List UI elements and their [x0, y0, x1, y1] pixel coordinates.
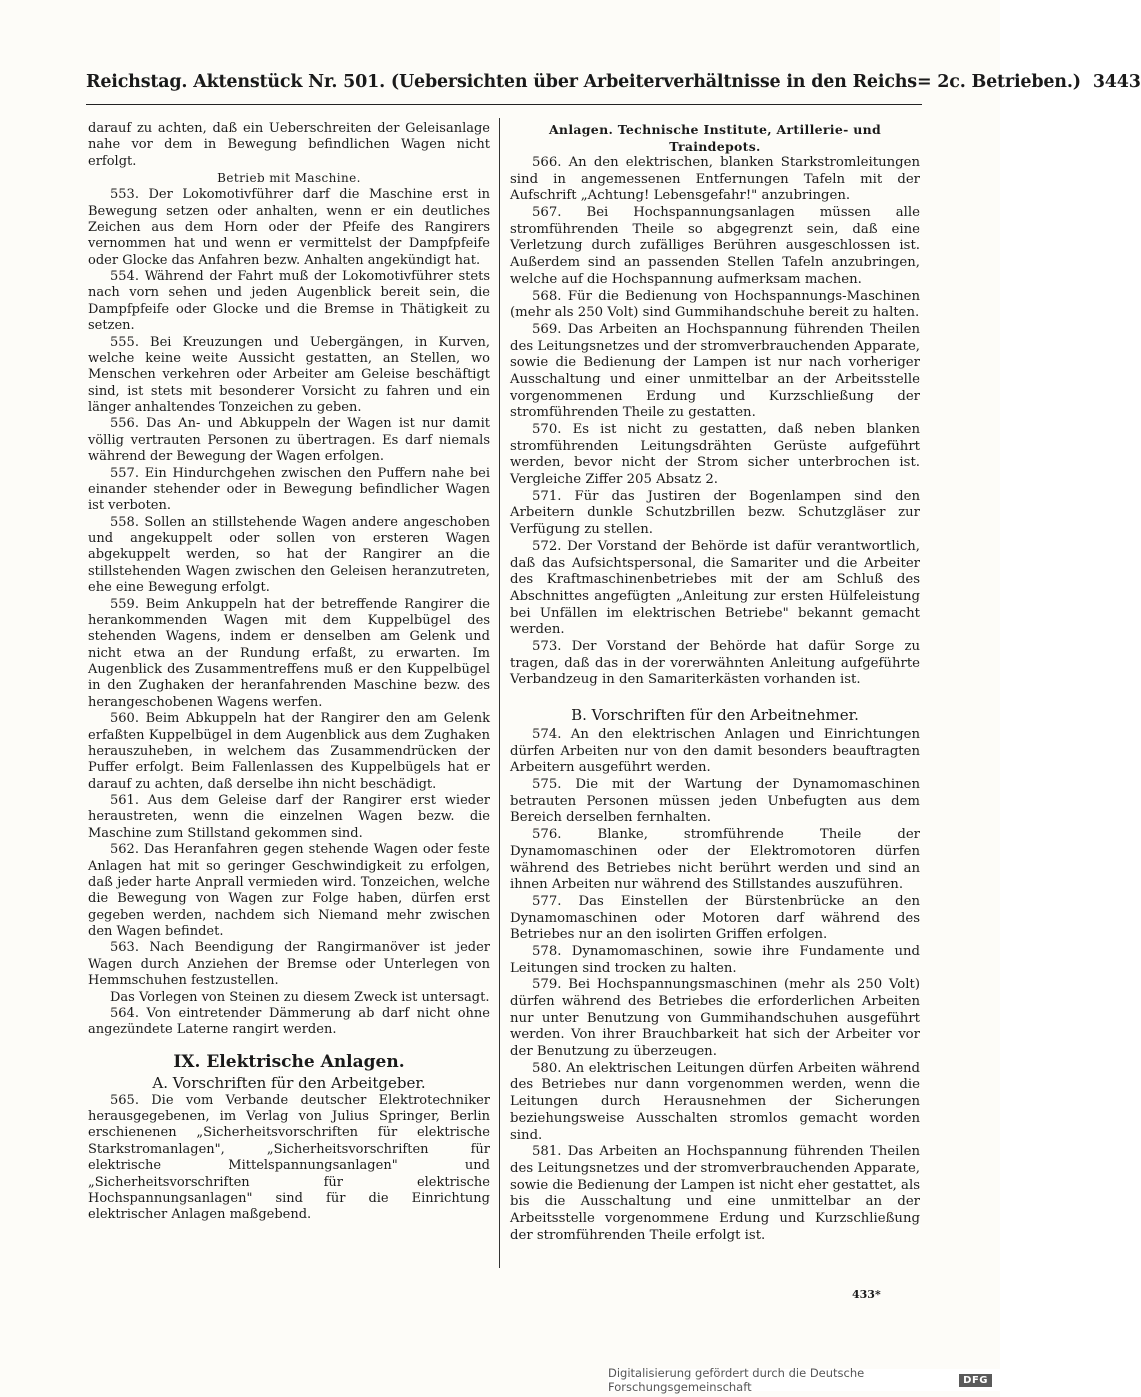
paragraph-580: 580. An elektrischen Leitungen dürfen Arbeiten während des Betriebes nur dann vorgenommen werden, wenn die Leitungen durch Herausnehmen der Sicherungen beziehungsweise Ausschalten stromlos gemacht worden sind. [510, 1060, 920, 1143]
paragraph-575: 575. Die mit der Wartung der Dynamomaschinen betrauten Personen müssen jeden Unbefugten aus dem Bereich derselben fernhalten. [510, 777, 920, 826]
paragraph-573: 573. Der Vorstand der Behörde hat dafür Sorge zu tragen, daß das in der vorerwähnten Anleitung aufgeführte Verbandzeug in den Samariterkästen vorhanden ist. [510, 638, 920, 688]
signature-mark: 433* [852, 1288, 881, 1301]
section-subtitle-b: B. Vorschriften für den Arbeitnehmer. [571, 706, 859, 724]
left-column [88, 121, 490, 1224]
paragraph-556: 556. Das An- und Abkuppeln der Wagen ist nur damit völlig vertrauten Personen zu übertragen. Es darf niemals während der Bewegung der Wagen erfolgen. [88, 416, 490, 465]
header-title: Reichstag. Aktenstück Nr. 501. (Uebersichten über Arbeiterverhältnisse in den Reichs= 2c. Betrieben.) [86, 72, 1081, 92]
header-rule [86, 104, 922, 105]
paragraph-559: 559. Beim Ankuppeln hat der betreffende Rangirer die herankommenden Wagen mit dem Kuppelbügel des stehenden Wagens, indem er denselben am Gelenk und nicht etwa an der Rundung erfaßt, zu erwarten. Im Augenblick des Zusammentreffens muß er den Kuppelbügel in den Zughaken der heranfahrenden Maschine bezw. des herangeschobenen Wagens werfen. [88, 596, 490, 710]
paragraph-553: 553. Der Lokomotivführer darf die Maschine erst in Bewegung setzen oder anhalten, wenn er ein deutliches Zeichen aus dem Horn oder der Pfeife des Rangirers vernommen hat und wenn er vermittelst der Dampfpfeife oder Glocke das Anfahren bezw. Anhalten angekündigt hat. [88, 187, 490, 268]
paragraph-561: 561. Aus dem Geleise darf der Rangirer erst wieder heraustreten, wenn die einzelnen Wagen bezw. die Maschine zum Stillstand gekommen sind. [88, 793, 490, 841]
paragraph-578: 578. Dynamomaschinen, sowie ihre Fundamente und Leitungen sind trocken zu halten. [510, 943, 920, 976]
paragraph-568: 568. Für die Bedienung von Hochspannungs-Maschinen (mehr als 250 Volt) sind Gummihandschuhe bereit zu halten. [510, 288, 920, 321]
paragraph-565: 565. Die vom Verbande deutscher Elektrotechniker herausgegebenen, im Verlag von Julius Springer, Berlin erschienenen „Sicherheitsvorschriften für elektrische Starkstromanlagen", „Sicherheitsvorschriften für elektrische Mittelspannungsanlagen" und „Sicherheitsvorschriften für elektrische Hochspannungsanlagen" sind für die Einrichtung elektrischer Anlagen maßgebend. [88, 1092, 490, 1223]
right-column [510, 121, 920, 1244]
paragraph-563: 563. Nach Beendigung der Rangirmanöver ist jeder Wagen durch Anziehen der Bremse oder Unterlegen von Hemmschuhen festzustellen. [88, 940, 490, 989]
page-header [86, 72, 1141, 98]
paragraph-566: 566. An den elektrischen, blanken Starkstromleitungen sind in angemessenen Entfernungen Tafeln mit der Aufschrift „Achtung! Lebensgefahr!" anzubringen. [510, 155, 920, 204]
paragraph-570: 570. Es ist nicht zu gestatten, daß neben blanken stromführenden Leitungsdrähten Gerüste aufgeführt werden, bevor nicht der Strom sicher unterbrochen ist. Vergleiche Ziffer 205 Absatz 2. [510, 422, 920, 488]
paragraph-572: 572. Der Vorstand der Behörde ist dafür verantwortlich, daß das Aufsichtspersonal, die Samariter und die Arbeiter des Kraftmaschinenbetriebes mit der am Schluß des Abschnittes angefügten „Anleitung zur ersten Hülfeleistung bei Unfällen im elektrischen Betriebe" bekannt gemacht werden. [510, 538, 920, 638]
paragraph-571: 571. Für das Justiren der Bogenlampen sind den Arbeitern dunkle Schutzbrillen bezw. Schutzgläser zur Verfügung zu stellen. [510, 488, 920, 538]
paragraph-557: 557. Ein Hindurchgehen zwischen den Puffern nahe bei einander stehender oder in Bewegung befindlicher Wagen ist verboten. [88, 465, 490, 514]
paragraph-581: 581. Das Arbeiten an Hochspannung führenden Theilen des Leitungsnetzes und der stromverbrauchenden Apparate, sowie die Bedienung der Lampen ist nicht eher gestattet, als bis die Ausschaltung und eine unmittelbar an der Arbeitsstelle vorgenommene Erdung und Kurzschließung der stromführenden Theile erfolgt ist. [510, 1144, 920, 1243]
paragraph-574: 574. An den elektrischen Anlagen und Einrichtungen dürfen Arbeiten nur von den damit besonders beauftragten Arbeitern ausgeführt werden. [510, 727, 920, 776]
dfg-logo-icon: DFG [959, 1374, 992, 1387]
paragraph-562: 562. Das Heranfahren gegen stehende Wagen oder feste Anlagen hat mit so geringer Geschwindigkeit zu erfolgen, daß jeder harte Anprall vermieden wird. Tonzeichen, welche die Bewegung von Wagen zur Folge haben, dürfen erst gegeben werden, nachdem sich Niemand mehr zwischen den Wagen befindet. [88, 842, 490, 939]
section-subtitle-a: A. Vorschriften für den Arbeitgeber. [152, 1073, 426, 1092]
section-title: IX. Elektrische Anlagen. [173, 1051, 405, 1072]
footer-bar [608, 1366, 1000, 1394]
paragraph-579: 579. Bei Hochspannungsmaschinen (mehr als 250 Volt) dürfen während des Betriebes die erforderlichen Arbeiten nur unter Benutzung von Gummihandschuhen ausgeführt werden. Von ihrer Brauchbarkeit hat sich der Arbeiter vor der Benutzung zu überzeugen. [510, 977, 920, 1060]
paragraph-555: 555. Bei Kreuzungen und Uebergängen, in Kurven, welche keine weite Aussicht gestatten, an Stellen, wo Menschen verkehren oder Arbeiter am Geleise beschäftigt sind, ist stets mit besonderer Vorsicht zu fahren und ein länger anhaltendes Tonzeichen zu geben. [88, 334, 490, 415]
paragraph-569: 569. Das Arbeiten an Hochspannung führenden Theilen des Leitungsnetzes und der stromverbrauchenden Apparate, sowie die Bedienung der Lampen ist nur nach vorheriger Ausschaltung und einer unmittelbar an der Arbeitsstelle vorgenommenen Erdung und Kurzschließung der stromführenden Theile zu gestatten. [510, 321, 920, 421]
paragraph-577: 577. Das Einstellen der Bürstenbrücke an den Dynamomaschinen oder Motoren darf während des Betriebes nur an den isolirten Griffen erfolgen. [510, 893, 920, 943]
paragraph-554: 554. Während der Fahrt muß der Lokomotivführer stets nach vorn sehen und jeden Augenblick bereit sein, die Dampfpfeife oder Glocke und die Bremse in Thätigkeit zu setzen. [88, 269, 490, 334]
paragraph: darauf zu achten, daß ein Ueberschreiten der Geleisanlage nahe vor dem in Bewegung befindlichen Wagen nicht erfolgt. [88, 121, 490, 169]
subsection-heading: Anlagen. Technische Institute, Artillerie- und Traindepots. [548, 122, 882, 154]
footer-text: Digitalisierung gefördert durch die Deutsche Forschungsgemeinschaft [608, 1366, 865, 1394]
paragraph-564: 564. Von eintretender Dämmerung ab darf nicht ohne angezündete Laterne rangirt werden. [88, 1005, 490, 1038]
paragraph-567: 567. Bei Hochspannungsanlagen müssen alle stromführenden Theile so abgegrenzt sein, daß eine Verletzung durch zufälliges Berühren ausgeschlossen ist. Außerdem sind an passenden Stellen Tafeln anzubringen, welche auf die Hochspannung aufmerksam machen. [510, 205, 920, 287]
page-number: 3443 [1092, 72, 1141, 92]
paragraph-563-note: Das Vorlegen von Steinen zu diesem Zweck ist untersagt. [110, 989, 490, 1005]
column-divider [499, 118, 500, 1268]
subsection-heading: Betrieb mit Maschine. [217, 171, 361, 186]
paragraph-560: 560. Beim Abkuppeln hat der Rangirer den am Gelenk erfaßten Kuppelbügel in dem Augenblick aus dem Zughaken herauszuheben, in welchem das Zusammendrücken der Puffer erfolgt. Beim Fallenlassen des Kuppelbügels hat er darauf zu achten, daß derselbe ihn nicht beschädigt. [88, 711, 490, 792]
paragraph-558: 558. Sollen an stillstehende Wagen andere angeschoben und angekuppelt oder sollen von ersteren Wagen abgekuppelt werden, so hat der Rangirer an die stillstehenden Wagen zwischen den Geleisen heranzutreten, ehe eine Bewegung erfolgt. [88, 514, 490, 596]
paragraph-576: 576. Blanke, stromführende Theile der Dynamomaschinen oder der Elektromotoren dürfen während des Betriebes nicht berührt werden und sind an ihnen Arbeiten nur während des Stillstandes auszuführen. [510, 827, 920, 893]
